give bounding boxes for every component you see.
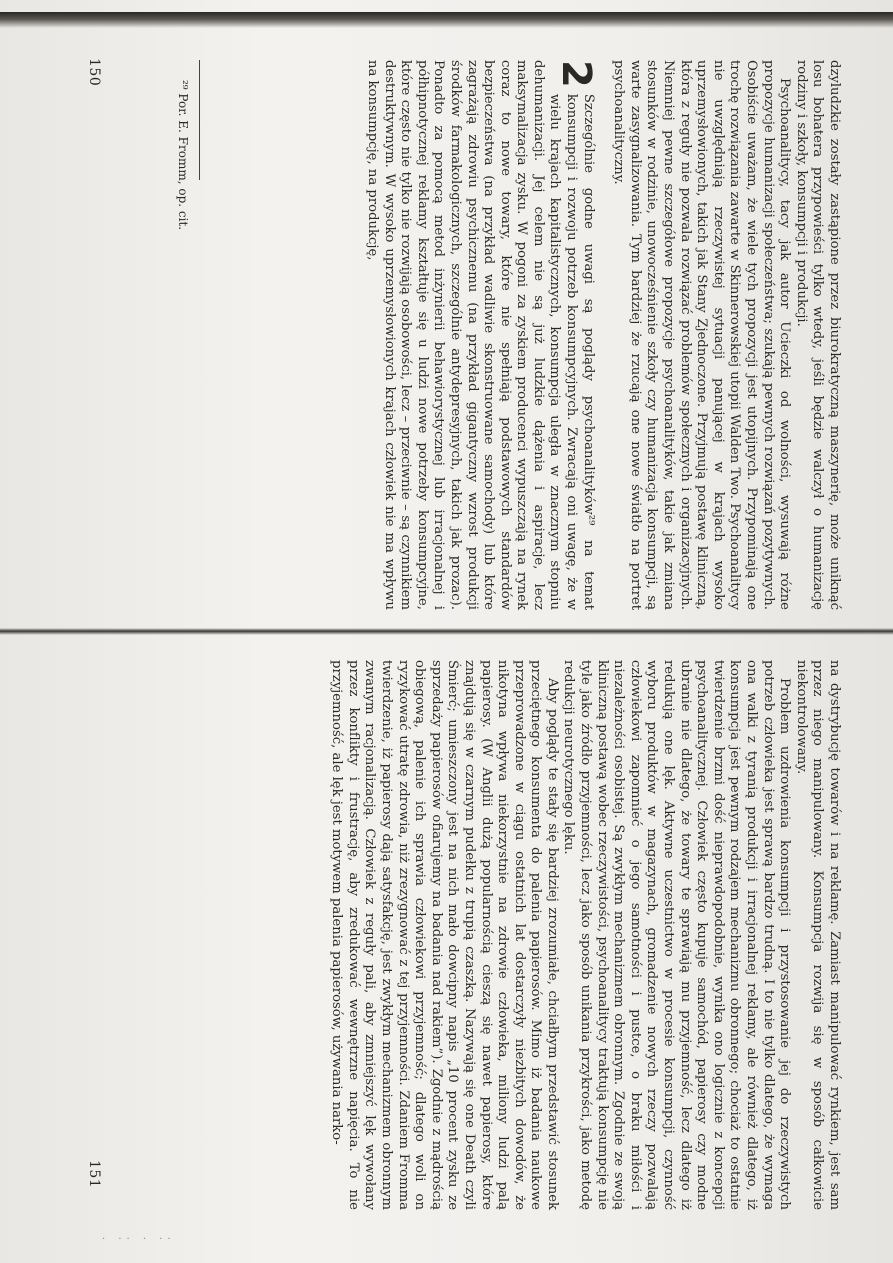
book-fold-line: [0, 628, 893, 635]
footnote: ²⁹ Por. E. Fromm, op. cit.: [176, 80, 190, 231]
paragraph: na dystrybucję towarów i na reklamę. Zamiast manipulować rynkiem, jest sam przez niego manipulowany. Konsumpcja rozwija się w sposób całkowicie niekontrolowany.: [793, 660, 842, 1210]
page-151: [52, 640, 842, 1220]
footnote-rule: [199, 60, 200, 180]
paragraph: Problem uzdrowienia konsumpcji i przystosowanie jej do rzeczywistych potrzeb człowieka jest sprawą bardzo trudną. I to nie tylko dlatego, że wymaga ona walki z tyranią produkcji i irracjonalnej reklamy, ale również dlatego, iż konsumpcja jest pewnym rodzajem mechanizmu obronnego; chociaż to ostatnie twierdzenie brzmi dość nieprawdopodobnie, wynika ono logicznie z koncepcji psychoanalitycznej. Człowiek często kupuje samochód, papierosy czy modne ubranie nie dlatego, że towary te sprawiają mu przyjemność, lecz dlatego iż redukują one lęk. Aktywne uczestnictwo w procesie konsumpcji, czynność wyboru produktów w magazynach, gromadzenie nowych rzeczy pozwalają człowiekowi zapomnieć o jego samotności i pustce, o braku miłości i niezależności osobistej. Są zwykłym mechanizmem obronnym. Zgodnie ze swoją kliniczną postawą wobec rzeczywistości, psychoanalitycy traktują konsumpcję nie tyle jako źródło przyjemności, lecz jako sposób unikania przykrości, jako metodę redukcji neurotycznego lęku.: [561, 660, 793, 1210]
page-number-150: 150: [86, 58, 102, 87]
page-151-body: [328, 660, 842, 1210]
page-150: [52, 40, 842, 620]
section-marker: 2: [552, 60, 599, 88]
page-number-151: 151: [86, 1160, 102, 1189]
scan-edge-band: [0, 12, 893, 28]
section-paragraph: [363, 60, 599, 610]
scan-speckles: · ·· · ··: [102, 1234, 176, 1245]
paragraph: Psychoanalitycy, tacy jak autor Ucieczki od wolności, wysuwają różne propozycje humanizacji społeczeństwa; szukają pewnych rozwiązań pozytywnych. Osobiście uważam, że wiele tych propozycji jest utopijnych. Przypominają one trochę rozwiązania zawarte w Skinnerowskiej utopii Walden Two. Psychoanalitycy nie uwzględniają rzeczywistej sytuacji panującej w krajach wysoko uprzemysłowionych, takich jak Stany Zjednoczone. Przyjmują postawę kliniczną, która z reguły nie pozwala rozwiązać problemów społecznych i organizacyjnych. Niemniej pewne szczegółowe propozycje psychoanalityków, takie jak zmiana stosunków w rodzinie, unowocześnienie szkoły czy humanizacja konsumpcji, są warte zasygnalizowania. Tym bardziej że rzucają one nowe światło na portret psychoanalityczny.: [611, 60, 793, 610]
section-text: Szczególnie godne uwagi są poglądy psychoanalityków²⁹ na temat konsumpcji i rozwoju potrzeb konsumpcyjnych. Zwracają oni uwagę, że w wielu krajach kapitalistycznych, konsumpcja uległa w znacznym stopniu dehumanizacji. Jej celem nie są już ludzkie dążenia i aspiracje, lecz maksymalizacja zysku. W pogoni za zyskiem producenci wypuszczają na rynek coraz to nowe towary, które nie spełniają podstawowych standardów bezpieczeństwa (na przykład wadliwie skonstruowane samochody) lub które zagrażają zdrowiu psychicznemu (na przykład gigantyczny wzrost produkcji środków farmakologicznych, szczególnie antydepresyjnych, takich jak prozac). Ponadto za pomocą metod inżynierii behawiorystycznej lub irracjonalnej i półhipnotycznej reklamy kształtuje się u ludzi nowe potrzeby konsumpcyjne, które często nie tylko nie rozwijają osobowości, lecz – przeciwnie – są czynnikiem destruktywnym. W wysoko uprzemysłowionych krajach człowiek nie ma wpływu na konsumpcję, na produkcję,: [364, 60, 596, 610]
page-150-body: [363, 60, 842, 610]
paragraph: dzyludzkie zostały zastąpione przez biurokratyczną maszynerię, może uniknąć losu bohatera przypowieści tylko wtedy, jeśli będzie walczył o humanizację rodziny i szkoły, konsumpcji i produkcji.: [793, 60, 842, 610]
paragraph: Aby poglądy te stały się bardziej zrozumiałe, chciałbym przedstawić stosunek przeciętnego konsumenta do palenia papierosów. Mimo iż badania naukowe przeprowadzone w ciągu ostatnich lat dostarczyły niezbitych dowodów, że nikotyna wpływa niekorzystnie na zdrowie człowieka, miliony ludzi palą papierosy. (W Anglii dużą popularnością cieszą się nawet papierosy, które znajdują się w czarnym pudełku z trupią czaszką. Nazywają się one Death czyli Śmierć; umieszczony jest na nich mało dowcipny napis „10 procent zysku ze sprzedaży papierosów ofiarujemy na badania nad rakiem”). Zgodnie z mądrością obiegową, palenie ich sprawia człowiekowi przyjemność; dlatego woli on ryzykować utratę zdrowia, niż zrezygnować z tej przyjemności. Zdaniem Fromma twierdzenie, iż papierosy dają satysfakcję, jest zwykłym mechanizmem obronnym zwanym racjonalizacją. Człowiek z reguły pali, aby zmniejszyć lęk wywołany przez konflikty i frustrację, aby zredukować wewnętrzne napięcia. To nie przyjemność, ale lęk jest motywem palenia papierosów, używania narko-: [329, 660, 560, 1210]
